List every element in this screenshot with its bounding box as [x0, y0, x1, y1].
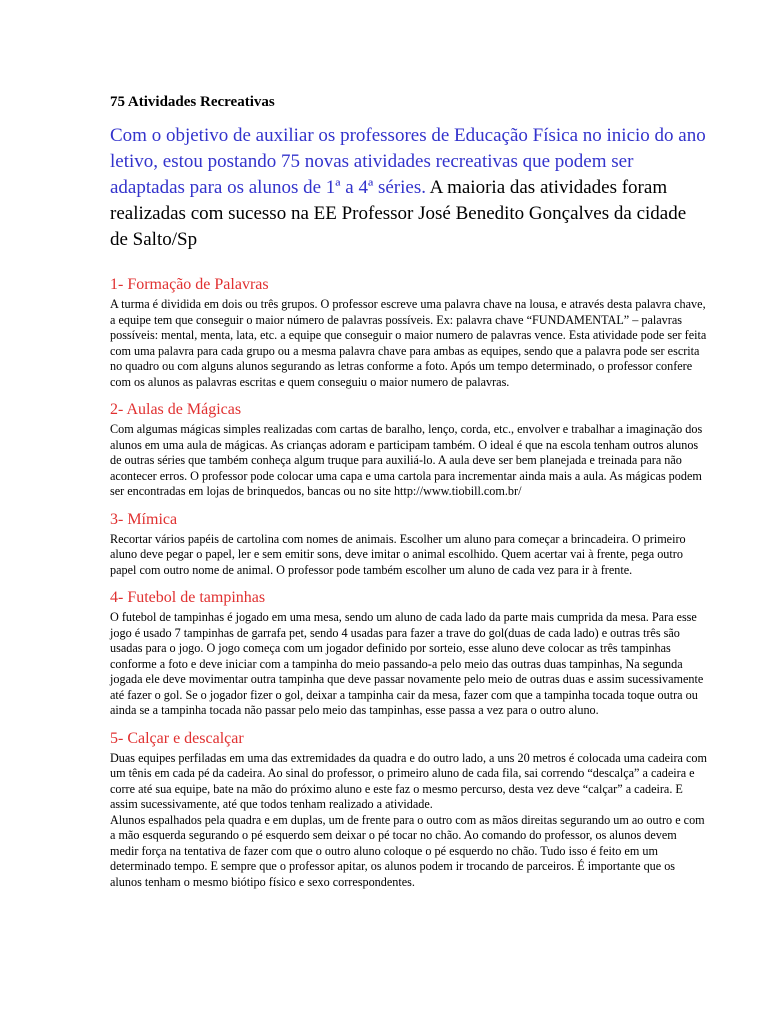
section-paragraph: Com algumas mágicas simples realizadas com cartas de baralho, lenço, corda, etc., envolver e trabalhar a imaginação dos alunos em uma aula de mágicas. As crianças adoram e participam também. O ideal é que na escola tenham outros alunos de outras séries que também conheça algum truque para auxiliá-lo. A aula deve ser bem planejada e treinada para não acontecer erros. O professor pode colocar uma capa e uma cartola para incrementar ainda mais a aula. As mágicas podem ser encontradas em lojas de brinquedos, bancas ou no site http://www.tiobill.com.br/ — [110, 422, 703, 498]
section-formacao-de-palavras — [110, 275, 708, 390]
section-body — [110, 297, 708, 390]
section-heading: 3- Mímica — [110, 510, 178, 528]
section-paragraph: Duas equipes perfiladas em uma das extremidades da quadra e do outro lado, a uns 20 metros é colocada uma cadeira com um tênis em cada pé da cadeira. Ao sinal do professor, o primeiro aluno de cada fila, sai correndo “descalça” a cadeira e corre até sua equipe, bate na mão do próximo aluno e este faz o mesmo percurso, desta vez deve “calçar” a cadeira. E assim sucessivamente, até que todos tenham realizado a atividade. — [110, 750, 707, 811]
section-paragraph: O futebol de tampinhas é jogado em uma mesa, sendo um aluno de cada lado da parte mais cumprida da mesa. Para esse jogo é usado 7 tampinhas de garrafa pet, sendo 4 usadas para fazer a trave do gol(duas de cada lado) e outras três são usadas para o jogo. O jogo começa com um jogador definido por sorteio, esse aluno deve colocar as três tampinhas conforme a foto e deve iniciar com a tampinha do meio passando-a pelo meio das outras duas tampinhas, Na segunda jogada ele deve movimentar outra tampinha que deve passar novamente pelo meio de outras duas e assim sucessivamente até fazer o gol. Se o jogador fizer o gol, deixar a tampinha cair da mesa, fazer com que a tampinha tocada toque outra ou ainda se a tampinha tocada não passar pelo meio das tampinhas, esse passa a vez para o outro aluno. — [110, 610, 704, 717]
section-paragraph: Recortar vários papéis de cartolina com nomes de animais. Escolher um aluno para começar a brincadeira. O primeiro aluno deve pegar o papel, ler e sem emitir sons, deve imitar o animal escolhido. Quem acertar vai à frente, pega outro papel com outro nome de animal. O professor pode também escolher um aluno de cada vez para ir à frente. — [110, 531, 686, 577]
intro-rest: A maioria das atividades foram realizadas com sucesso na EE Professor José Benedito Gonçalves da cidade de Salto/Sp — [110, 177, 687, 250]
intro-highlight: Com o objetivo de auxiliar os professores de Educação Física no inicio do ano letivo, estou postando 75 novas atividades recreativas que podem ser adaptadas para os alunos de 1ª a 4ª séries. — [110, 125, 706, 198]
section-body — [110, 532, 708, 579]
section-body — [110, 610, 708, 719]
intro-paragraph — [110, 123, 708, 253]
section-mimica — [110, 510, 708, 579]
section-heading: 4- Futebol de tampinhas — [110, 589, 266, 606]
section-heading: 2- Aulas de Mágicas — [110, 401, 242, 418]
section-heading: 5- Calçar e descalçar — [110, 729, 244, 747]
section-body — [110, 751, 708, 891]
section-calcar-e-descalcar — [110, 729, 708, 891]
section-paragraph: A turma é dividida em dois ou três grupos. O professor escreve uma palavra chave na lousa, e através desta palavra chave, a equipe tem que conseguir o maior número de palavras possíveis. Ex: palavra chave “FUNDAMENTAL” – palavras possíveis: mental, menta, lata, etc. a equipe que conseguir o maior numero de palavras vence. Esta atividade pode ser feita com uma palavra para cada grupo ou a mesma palavra chave para ambas as equipes, sendo que a palavra pode ser escrita no quadro ou com alguns alunos segurando as letras conforme a foto. Após um tempo determinado, o professor confere com os alunos as palavras escritas e quem conseguiu o maior numero de palavras. — [110, 297, 707, 389]
section-paragraph: Alunos espalhados pela quadra e em duplas, um de frente para o outro com as mãos direitas segurando um ao outro e com a mão esquerda segurando o pé esquerdo sem deixar o pé tocar no chão. Ao comando do professor, os alunos devem medir força na tentativa de fazer com que o outro aluno coloque o pé esquerdo no chão. Tudo isso é feito em um determinado tempo. E sempre que o professor apitar, os alunos podem ir trocando de parceiros. É importante que os alunos tenham o mesmo biótipo físico e sexo correspondentes. — [110, 812, 705, 889]
section-body — [110, 422, 708, 500]
section-heading: 1- Formação de Palavras — [110, 276, 269, 293]
section-aulas-de-magicas — [110, 400, 708, 500]
section-futebol-de-tampinhas — [110, 588, 708, 719]
document-title: 75 Atividades Recreativas — [110, 94, 275, 110]
